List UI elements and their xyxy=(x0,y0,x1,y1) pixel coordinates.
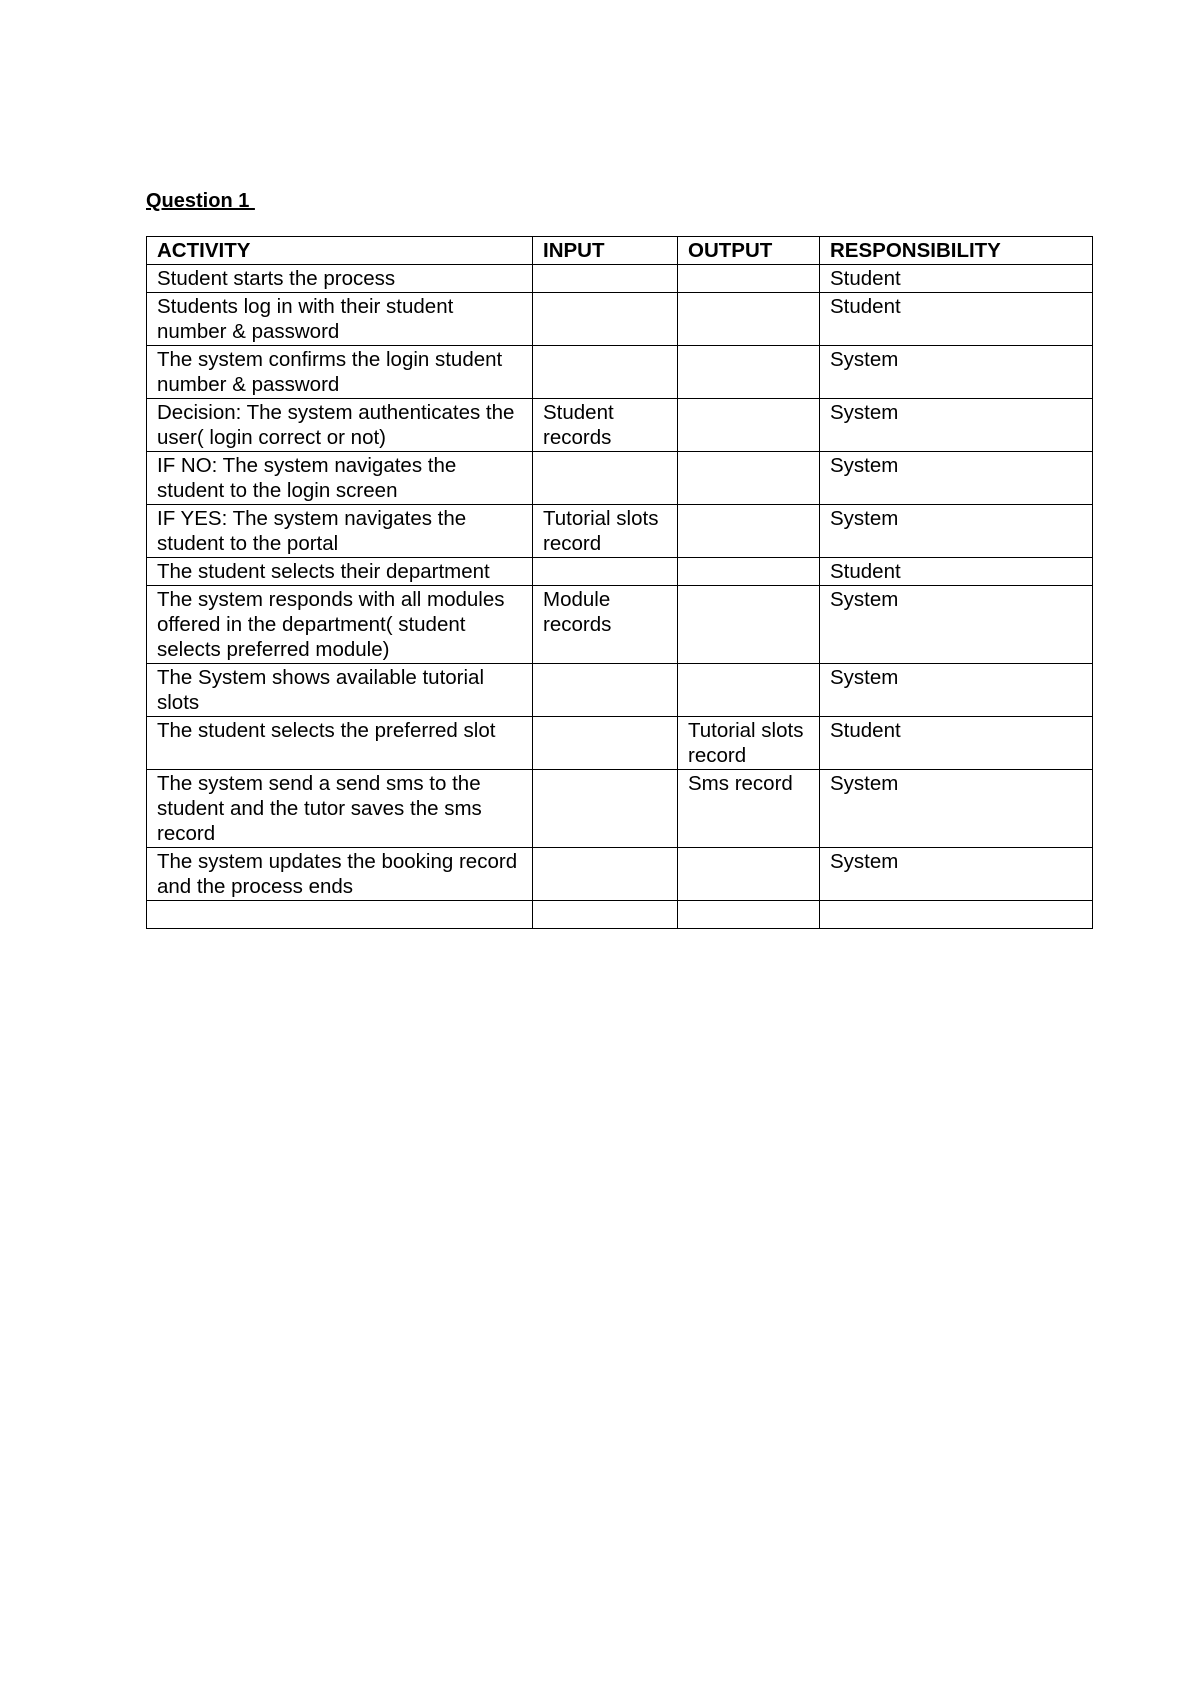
activity-cell: Student starts the process xyxy=(147,265,533,293)
activity-cell: The system confirms the login student number & password xyxy=(147,346,533,399)
table-row xyxy=(147,346,1093,399)
output-cell: Tutorial slots record xyxy=(678,717,820,770)
input-cell xyxy=(533,265,678,293)
input-cell xyxy=(533,293,678,346)
activity-cell: The system responds with all modules offered in the department( student selects preferred module) xyxy=(147,586,533,664)
table-row xyxy=(147,452,1093,505)
responsibility-cell: System xyxy=(820,770,1093,848)
responsibility-cell xyxy=(820,901,1093,929)
table-row xyxy=(147,293,1093,346)
table-row xyxy=(147,664,1093,717)
table-row-empty xyxy=(147,901,1093,929)
column-header-output: OUTPUT xyxy=(678,237,820,265)
responsibility-cell: Student xyxy=(820,558,1093,586)
output-cell xyxy=(678,848,820,901)
activity-cell: Students log in with their student number & password xyxy=(147,293,533,346)
responsibility-cell: System xyxy=(820,399,1093,452)
activity-cell: IF YES: The system navigates the student to the portal xyxy=(147,505,533,558)
input-cell: Module records xyxy=(533,586,678,664)
table-row xyxy=(147,399,1093,452)
question-heading: Question 1 xyxy=(146,190,255,212)
output-cell xyxy=(678,399,820,452)
table-row xyxy=(147,717,1093,770)
column-header-input: INPUT xyxy=(533,237,678,265)
input-cell xyxy=(533,770,678,848)
responsibility-cell: Student xyxy=(820,265,1093,293)
input-cell xyxy=(533,664,678,717)
activity-cell: The system send a send sms to the student and the tutor saves the sms record xyxy=(147,770,533,848)
activity-cell: The System shows available tutorial slots xyxy=(147,664,533,717)
responsibility-cell: System xyxy=(820,848,1093,901)
output-cell xyxy=(678,452,820,505)
input-cell xyxy=(533,558,678,586)
input-cell xyxy=(533,346,678,399)
responsibility-cell: System xyxy=(820,505,1093,558)
activity-table xyxy=(146,236,1093,929)
output-cell xyxy=(678,901,820,929)
table-header-row xyxy=(147,237,1093,265)
activity-cell: IF NO: The system navigates the student to the login screen xyxy=(147,452,533,505)
column-header-activity: ACTIVITY xyxy=(147,237,533,265)
table-row xyxy=(147,770,1093,848)
input-cell xyxy=(533,901,678,929)
output-cell: Sms record xyxy=(678,770,820,848)
activity-cell xyxy=(147,901,533,929)
responsibility-cell: Student xyxy=(820,717,1093,770)
table-row xyxy=(147,265,1093,293)
responsibility-cell: System xyxy=(820,346,1093,399)
input-cell xyxy=(533,848,678,901)
activity-cell: The student selects their department xyxy=(147,558,533,586)
output-cell xyxy=(678,664,820,717)
output-cell xyxy=(678,346,820,399)
column-header-responsibility: RESPONSIBILITY xyxy=(820,237,1093,265)
input-cell xyxy=(533,452,678,505)
output-cell xyxy=(678,558,820,586)
input-cell xyxy=(533,717,678,770)
output-cell xyxy=(678,505,820,558)
table-row xyxy=(147,848,1093,901)
responsibility-cell: System xyxy=(820,452,1093,505)
activity-cell: The system updates the booking record and the process ends xyxy=(147,848,533,901)
input-cell: Tutorial slots record xyxy=(533,505,678,558)
table-row xyxy=(147,505,1093,558)
table-row xyxy=(147,558,1093,586)
responsibility-cell: System xyxy=(820,586,1093,664)
output-cell xyxy=(678,586,820,664)
responsibility-cell: System xyxy=(820,664,1093,717)
output-cell xyxy=(678,265,820,293)
input-cell: Student records xyxy=(533,399,678,452)
activity-cell: Decision: The system authenticates the user( login correct or not) xyxy=(147,399,533,452)
table-row xyxy=(147,586,1093,664)
activity-cell: The student selects the preferred slot xyxy=(147,717,533,770)
output-cell xyxy=(678,293,820,346)
responsibility-cell: Student xyxy=(820,293,1093,346)
